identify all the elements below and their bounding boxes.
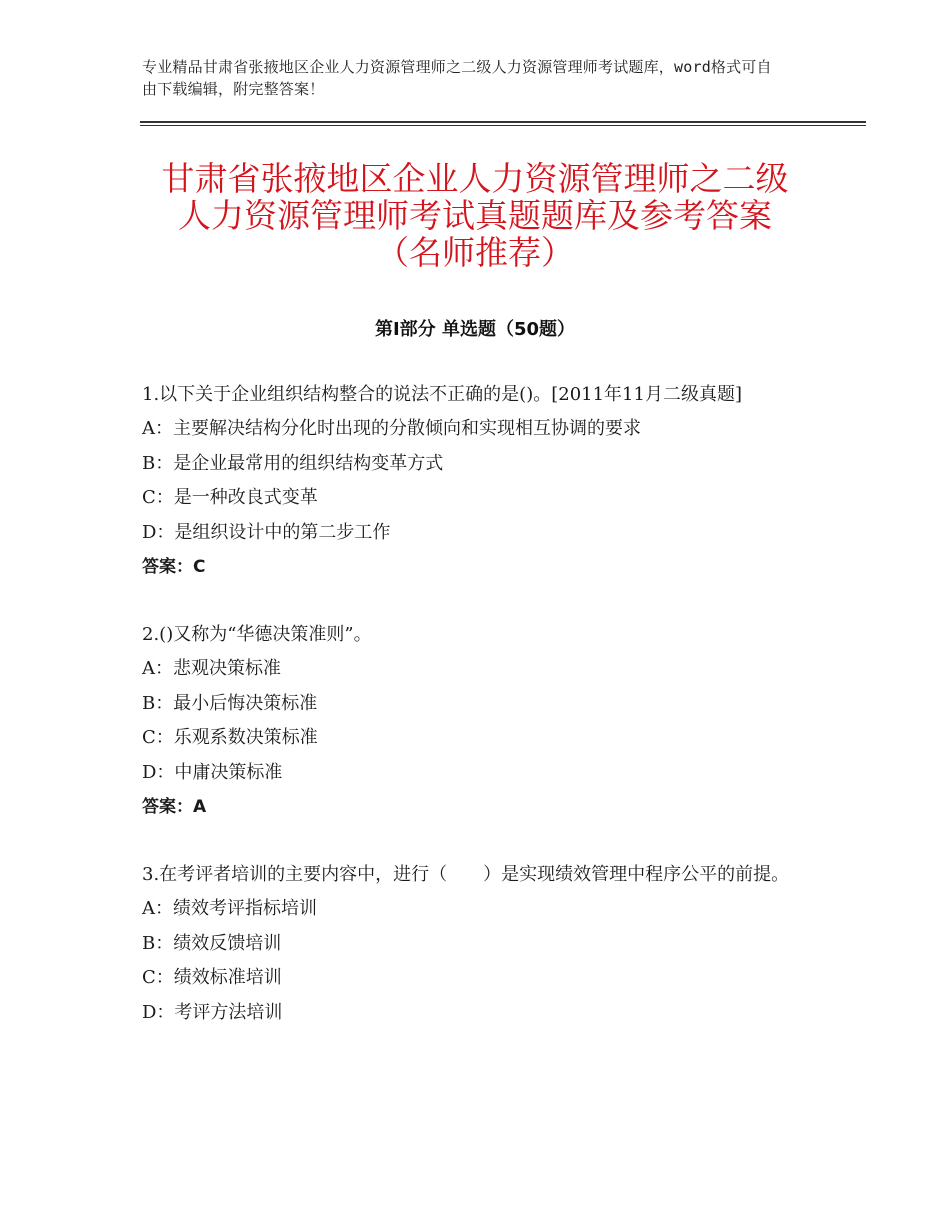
question-spacer (142, 824, 812, 858)
header-note: 专业精品甘肃省张掖地区企业人力资源管理师之二级人力资源管理师考试题库，word格式可自由下载编辑，附完整答案！ (142, 58, 772, 98)
option-d: D：中庸决策标准 (142, 761, 283, 783)
document-title (100, 160, 850, 271)
option-a: A：主要解决结构分化时出现的分散倾向和实现相互协调的要求 (142, 418, 641, 439)
question-2 (142, 618, 812, 824)
question-stem: 1.以下关于企业组织结构整合的说法不正确的是()。[2011年11月二级真题] (142, 384, 742, 405)
title-line-2: 人力资源管理师考试真题题库及参考答案 (178, 196, 772, 235)
option-d: D：是组织设计中的第二步工作 (142, 521, 391, 543)
question-3 (142, 858, 812, 1030)
question-spacer (142, 584, 812, 618)
option-b: B：最小后悔决策标准 (142, 692, 318, 714)
question-stem: 3.在考评者培训的主要内容中，进行（ ）是实现绩效管理中程序公平的前提。 (142, 864, 790, 885)
option-c: C：是一种改良式变革 (142, 487, 318, 508)
header-divider (140, 121, 866, 126)
answer: 答案：C (142, 557, 206, 577)
option-b: B：是企业最常用的组织结构变革方式 (142, 452, 444, 474)
option-d: D：考评方法培训 (142, 1001, 283, 1023)
option-b: B：绩效反馈培训 (142, 932, 282, 954)
question-1 (142, 378, 812, 584)
title-line-3: （名师推荐） (376, 233, 574, 272)
question-list (142, 378, 812, 1030)
section-heading: 第Ⅰ部分 单选题（50题） (374, 319, 575, 340)
option-c: C：乐观系数决策标准 (142, 727, 318, 748)
option-c: C：绩效标准培训 (142, 967, 282, 988)
option-a: A：悲观决策标准 (142, 658, 281, 679)
answer: 答案：A (142, 797, 207, 817)
title-line-1: 甘肃省张掖地区企业人力资源管理师之二级 (161, 159, 789, 198)
option-a: A：绩效考评指标培训 (142, 898, 317, 919)
question-stem: 2.()又称为“华德决策准则”。 (142, 624, 372, 645)
